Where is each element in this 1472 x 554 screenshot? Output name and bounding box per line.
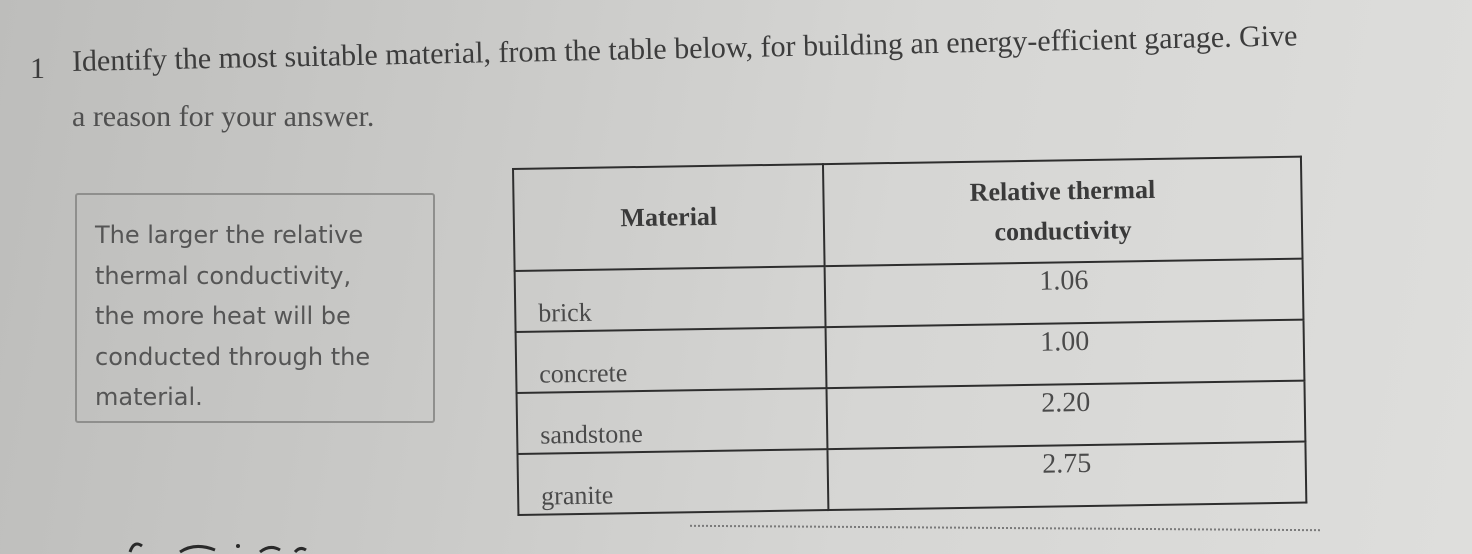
table-row [517,442,1306,515]
question-text-line-2: a reason for your answer. [72,100,375,133]
header-conductivity-line-2: conductivity [994,215,1132,247]
hint-line: material. [95,383,203,411]
answer-line[interactable] [690,525,1320,531]
hint-line: The larger the relative [95,221,364,249]
hint-box [75,193,435,423]
hint-line: thermal conductivity, [95,261,352,290]
conductivity-table [512,156,1307,516]
question-text-line-1: Identify the most suitable material, from the table below, for building an energy-efficient garage. Give [71,19,1298,78]
material-cell: brick [515,266,826,332]
conductivity-cell: 2.20 [826,381,1305,450]
material-cell: sandstone [517,388,828,454]
header-material: Material [513,164,825,271]
material-cell: concrete [516,327,827,393]
material-cell: granite [517,449,828,515]
conductivity-cell: 1.06 [825,259,1304,328]
question-number: 1 [30,52,45,85]
hint-line: the more heat will be [95,302,351,330]
conductivity-cell: 1.00 [826,320,1305,389]
conductivity-cell: 2.75 [827,442,1306,511]
table-header-row [513,157,1303,271]
handwriting-mark [120,532,320,554]
header-conductivity-line-1: Relative thermal [969,174,1156,207]
hint-line: conducted through the [95,342,371,371]
header-conductivity [823,157,1303,266]
